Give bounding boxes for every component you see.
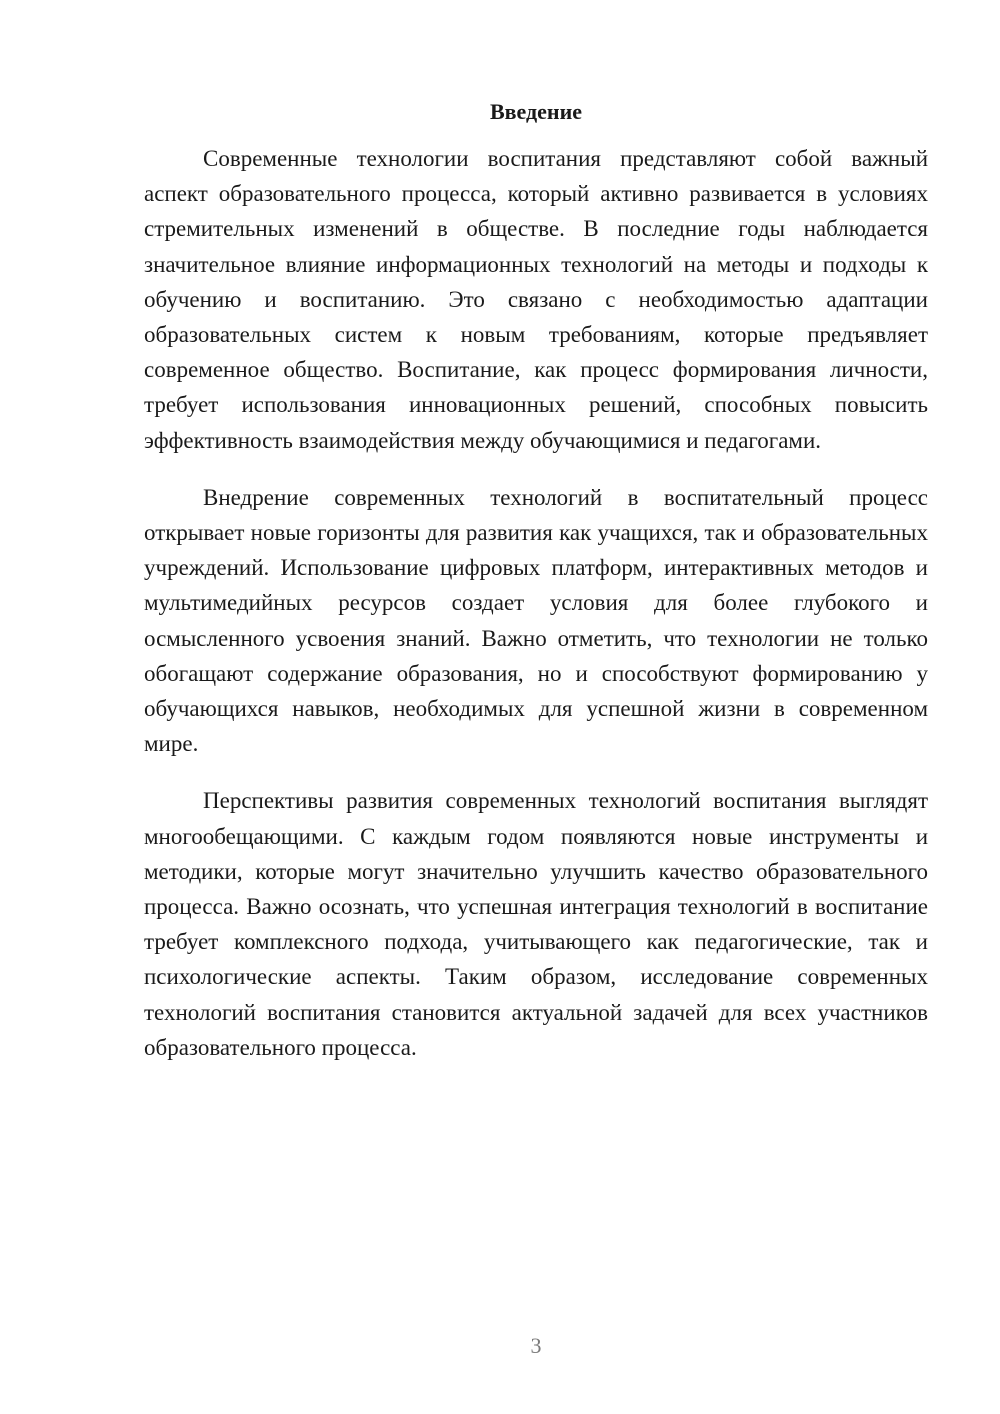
- page-number: 3: [530, 1333, 542, 1358]
- paragraph-3: Перспективы развития современных технологий воспитания выглядят многообещающими. С каждым годом появляются новые инструменты и методики, которые могут значительно улучшить качество образовательного процесса. Важно осознать, что успешная интеграция технологий в воспитание требует комплексного подхода, учитывающего как педагогические, так и психологические аспекты. Таким образом, исследование современных технологий воспитания становится актуальной задачей для всех участников образовательного процесса.: [144, 788, 928, 1060]
- section-heading: Введение: [489, 99, 583, 124]
- paragraph-1: Современные технологии воспитания представляют собой важный аспект образовательного процесса, который активно развивается в условиях стремительных изменений в обществе. В последние годы наблюдается значительное влияние информационных технологий на методы и подходы к обучению и воспитанию. Это связано с необходимостью адаптации образовательных систем к новым требованиям, которые предъявляет современное общество. Воспитание, как процесс формирования личности, требует использования инновационных решений, способных повысить эффективность взаимодействия между обучающимися и педагогами.: [144, 146, 928, 453]
- body-text: [144, 141, 928, 1087]
- paragraph-2: Внедрение современных технологий в воспитательный процесс открывает новые горизонты для развития как учащихся, так и образовательных учреждений. Использование цифровых платформ, интерактивных методов и мультимедийных ресурсов создает условия для более глубокого и осмысленного усвоения знаний. Важно отметить, что технологии не только обогащают содержание образования, но и способствуют формированию у обучающихся навыков, необходимых для успешной жизни в современном мире.: [144, 484, 928, 757]
